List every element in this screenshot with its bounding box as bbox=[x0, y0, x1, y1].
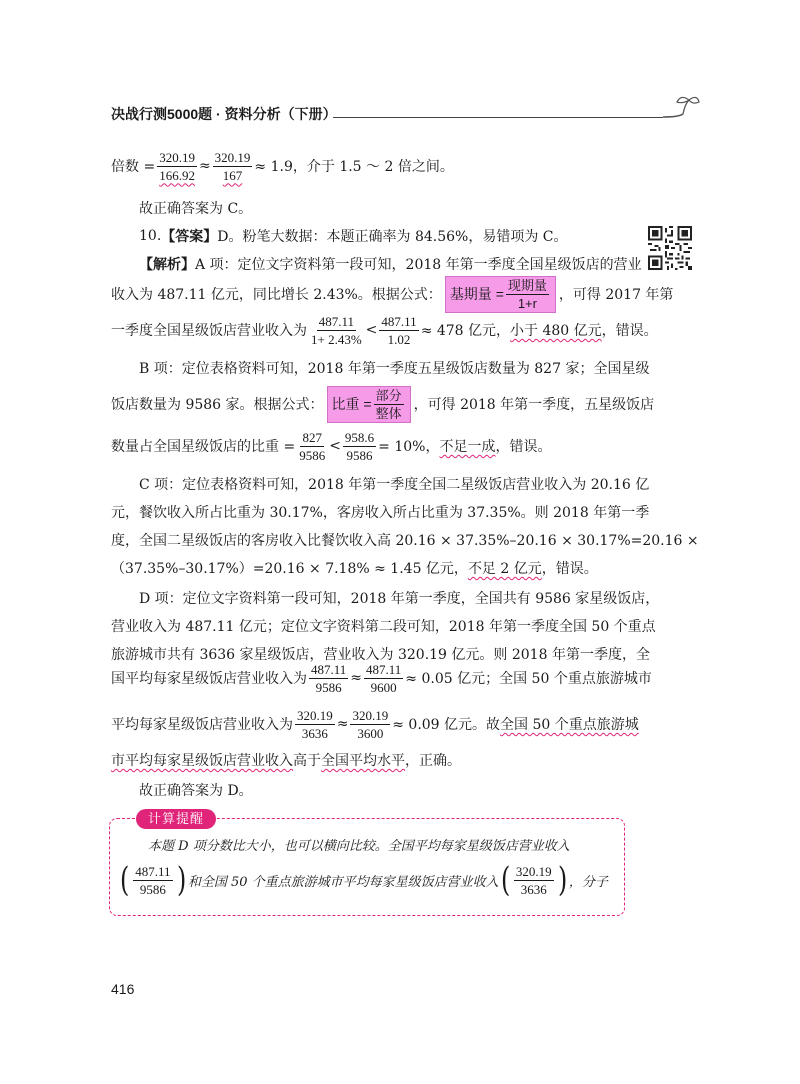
text: 和全国 50 个重点旅游城市平均每家星级饭店营业收入 bbox=[187, 874, 499, 890]
fraction bbox=[157, 151, 197, 182]
denominator: 1+ 2.43% bbox=[311, 331, 362, 347]
text: 平均每家星级饭店营业收入为 bbox=[111, 717, 293, 733]
running-header bbox=[111, 100, 701, 130]
parenthesized-fraction bbox=[118, 860, 188, 900]
underlined-text: 市平均每家星级饭店营业收入 bbox=[111, 753, 293, 769]
numerator: 部分 bbox=[375, 387, 402, 403]
text: （37.35%–30.17%）=20.16 × 7.18% ≈ 1.45 亿元， bbox=[111, 561, 468, 577]
text: ，正确。 bbox=[405, 753, 461, 769]
underlined-text: 不足一成 bbox=[439, 439, 496, 455]
text-line bbox=[111, 386, 655, 422]
fraction bbox=[374, 389, 404, 420]
page-number: 416 bbox=[111, 981, 135, 997]
text: ，可得 2018 年第一季度，五星级饭店 bbox=[413, 397, 655, 413]
text: = 10%， bbox=[378, 439, 440, 455]
formula-label: 基期量 = bbox=[449, 286, 504, 302]
text-line bbox=[111, 660, 652, 696]
denominator: 1.02 bbox=[387, 331, 411, 347]
answer-line bbox=[111, 772, 631, 808]
fraction bbox=[364, 663, 403, 694]
text: 国平均每家星级饭店营业收入为 bbox=[111, 671, 307, 687]
numerator: 487.11 bbox=[311, 661, 347, 677]
calculation-tip-box bbox=[109, 811, 625, 916]
book-title: 决战行测5000题 · 资料分析（下册） bbox=[111, 106, 337, 122]
text-line bbox=[111, 276, 674, 312]
text: ≈ 478 亿元， bbox=[420, 323, 511, 339]
underlined-text: 小于 480 亿元 bbox=[510, 323, 602, 339]
parenthesized-fraction bbox=[499, 860, 569, 900]
text-line bbox=[111, 428, 631, 464]
denominator: 167 bbox=[222, 167, 243, 183]
text: ≈ bbox=[336, 716, 349, 732]
ratio-line bbox=[111, 148, 631, 184]
numerator: 320.19 bbox=[214, 149, 251, 165]
text: ≈ 0.09 亿元。故 bbox=[392, 717, 501, 733]
tip-line bbox=[118, 835, 618, 854]
text: 元，餐饮收入所占比重为 30.17%，客房收入所占比重为 37.35%。则 2018 年第一季 bbox=[111, 505, 650, 521]
denominator: 9600 bbox=[370, 679, 397, 695]
text: ，错误。 bbox=[541, 561, 598, 577]
answer-tag: 【答案】 bbox=[161, 229, 218, 245]
numerator: 现期量 bbox=[507, 277, 547, 293]
fraction bbox=[133, 865, 172, 896]
text-line bbox=[111, 706, 639, 742]
qr-code-icon[interactable] bbox=[648, 226, 692, 270]
text: ≈ bbox=[198, 158, 211, 174]
text: 高于 bbox=[293, 753, 321, 769]
fraction bbox=[514, 865, 554, 896]
fraction bbox=[350, 709, 390, 740]
denominator: 9586 bbox=[346, 447, 373, 463]
denominator: 9586 bbox=[299, 447, 326, 463]
text: 饭店数量为 9586 家。根据公式： bbox=[111, 397, 324, 413]
left-paren: ( bbox=[500, 860, 510, 900]
numerator: 487.11 bbox=[135, 863, 171, 879]
fraction bbox=[379, 315, 418, 346]
question-number: 10. bbox=[139, 228, 162, 244]
text: 故正确答案为 C。 bbox=[139, 201, 253, 217]
numerator: 320.19 bbox=[159, 149, 195, 165]
formula-highlight bbox=[327, 386, 411, 423]
text: ≈ bbox=[350, 670, 363, 686]
text: 收入为 487.11 亿元，同比增长 2.43%。根据公式： bbox=[111, 287, 442, 303]
fraction bbox=[309, 663, 348, 694]
numerator: 487.11 bbox=[381, 313, 417, 329]
text: 旅游城市共有 3636 家星级饭店，营业收入为 320.19 亿元。则 2018 年第一季度，全 bbox=[111, 647, 650, 663]
denominator: 166.92 bbox=[159, 167, 195, 183]
text: A 项：定位文字资料第一段可知，2018 年第一季度全国星级饭店的营业 bbox=[195, 257, 642, 273]
numerator: 320.19 bbox=[515, 863, 552, 879]
text: 本题 D 项分数比大小，也可以横向比较。全国平均每家星级饭店营业收入 bbox=[148, 839, 570, 854]
denominator: 9586 bbox=[315, 679, 342, 695]
tip-label: 计算提醒 bbox=[136, 809, 216, 829]
text: < bbox=[365, 322, 378, 338]
tip-line bbox=[118, 860, 618, 900]
text: 营业收入为 487.11 亿元；定位文字资料第二段可知，2018 年第一季度全国 50 个重点 bbox=[111, 619, 656, 635]
text: ≈ 0.05 亿元；全国 50 个重点旅游城市 bbox=[405, 671, 652, 687]
fraction bbox=[506, 279, 549, 310]
text: 倍数 = bbox=[111, 159, 156, 175]
underlined-text: 不足 2 亿元 bbox=[467, 561, 542, 577]
fraction bbox=[297, 431, 327, 462]
right-paren: ) bbox=[176, 860, 186, 900]
denominator: 整体 bbox=[375, 405, 402, 421]
denominator: 1+r bbox=[517, 295, 537, 311]
numerator: 487.11 bbox=[366, 661, 402, 677]
fraction bbox=[343, 431, 376, 462]
denominator: 3636 bbox=[301, 725, 328, 741]
text-line bbox=[111, 350, 650, 386]
text: ，可得 2017 年第 bbox=[558, 287, 674, 303]
text: ，分子 bbox=[568, 874, 608, 890]
right-paren: ) bbox=[557, 860, 567, 900]
underlined-text: 全国平均水平 bbox=[321, 753, 405, 769]
denominator: 3600 bbox=[357, 725, 384, 741]
text: 一季度全国星级饭店营业收入为 bbox=[111, 323, 307, 339]
fraction bbox=[213, 151, 253, 182]
text: B 项：定位表格资料可知，2018 年第一季度五星级饭店数量为 827 家；全国星级 bbox=[139, 361, 650, 377]
numerator: 320.19 bbox=[297, 707, 333, 723]
denominator: 9586 bbox=[139, 881, 166, 897]
text: D 项：定位文字资料第一段可知，2018 年第一季度，全国共有 9586 家星级饭店， bbox=[139, 591, 660, 607]
numerator: 958.6 bbox=[344, 429, 375, 445]
text: 数量占全国星级饭店的比重 = bbox=[111, 439, 296, 455]
text: 度，全国二星级饭店的客房收入比餐饮收入高 20.16 × 37.35%–20.16 × 30.17%=20.16 × bbox=[111, 533, 699, 549]
fraction bbox=[309, 315, 364, 346]
text: 故正确答案为 D。 bbox=[139, 783, 253, 799]
numerator: 487.11 bbox=[318, 313, 354, 329]
fraction bbox=[295, 709, 335, 740]
header-rule bbox=[333, 117, 663, 118]
numerator: 320.19 bbox=[352, 707, 389, 723]
text: C 项：定位表格资料可知，2018 年第一季度全国二星级饭店营业收入为 20.16 亿 bbox=[139, 477, 650, 493]
left-paren: ( bbox=[119, 860, 130, 900]
text-line bbox=[111, 312, 658, 348]
denominator: 3636 bbox=[520, 881, 547, 897]
text: ≈ 1.9，介于 1.5 ～ 2 倍之间。 bbox=[254, 159, 454, 175]
formula-label: 比重 = bbox=[331, 396, 372, 412]
formula-highlight bbox=[445, 276, 556, 313]
analysis-tag: 【解析】 bbox=[139, 257, 195, 273]
text: ，错误。 bbox=[601, 323, 658, 339]
text: D。粉笔大数据：本题正确率为 84.56%，易错项为 C。 bbox=[217, 229, 568, 245]
text: ，错误。 bbox=[495, 439, 552, 455]
sprout-icon bbox=[659, 92, 701, 124]
underlined-text: 全国 50 个重点旅游城 bbox=[500, 717, 639, 733]
numerator: 827 bbox=[302, 429, 322, 445]
text: < bbox=[329, 438, 341, 454]
